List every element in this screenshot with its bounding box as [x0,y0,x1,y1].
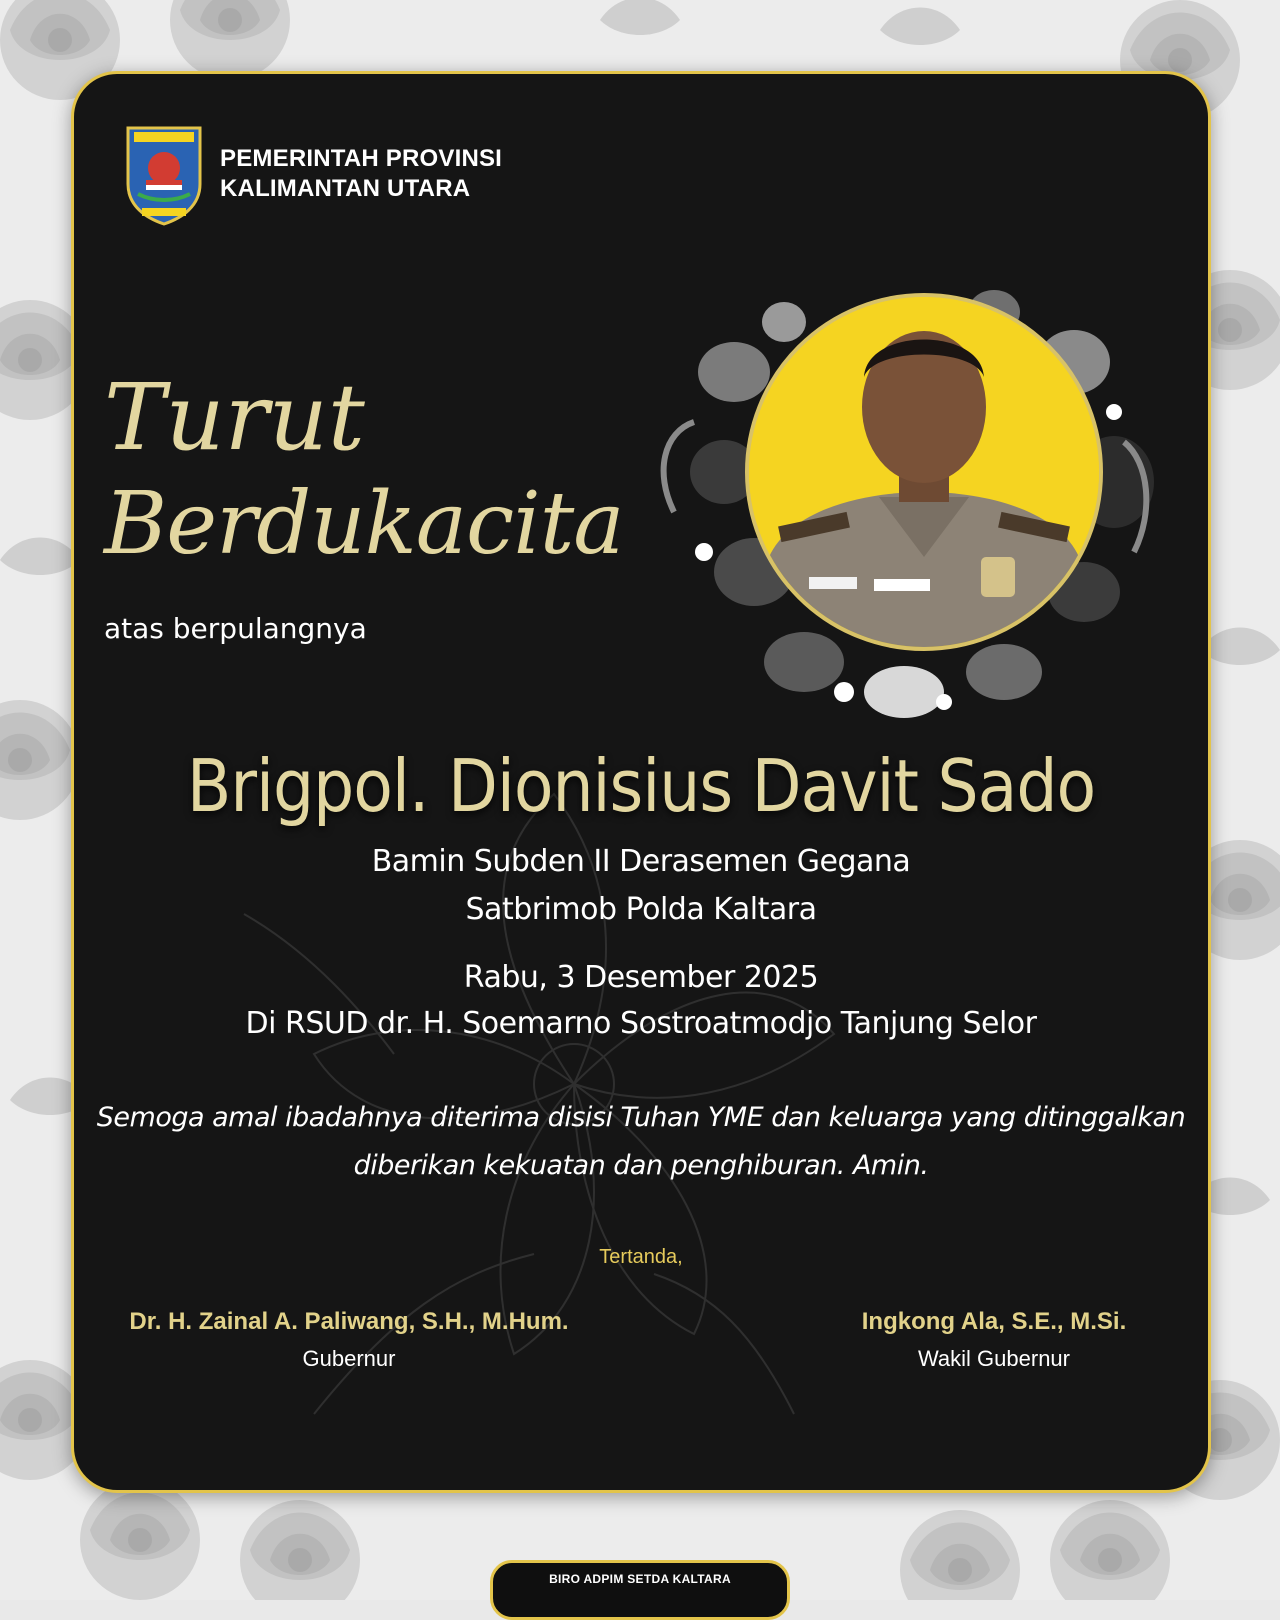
signature-label: Tertanda, [599,1246,683,1268]
deceased-portrait [745,293,1103,651]
condolence-card [71,71,1211,1493]
vice-governor-name: Ingkong Ala, S.E., M.Si. [861,1308,1127,1335]
organization-line1: PEMERINTAH PROVINSI [220,145,503,172]
title-turut: Turut [104,364,365,471]
footer-label: BIRO ADPIM SETDA KALTARA [549,1572,731,1586]
vice-governor-role: Wakil Gubernur [917,1346,1070,1371]
signatory-vice-governor [824,1308,1164,1372]
date-of-passing: Rabu, 3 Desember 2025 [463,960,819,995]
organization-line2: KALIMANTAN UTARA [220,175,471,202]
position-line2: Satbrimob Polda Kaltara [465,892,817,927]
deceased-name: Brigpol. Dionisius Davit Sado [186,744,1096,828]
provincial-emblem-icon [124,122,204,226]
organization-name [220,144,502,204]
governor-name: Dr. H. Zainal A. Paliwang, S.H., M.Hum. [129,1308,569,1335]
header [124,122,502,226]
governor-role: Gubernur [302,1346,396,1371]
footer-tab [490,1560,790,1620]
signatory-governor [114,1308,584,1372]
prayer-line1: Semoga amal ibadahnya diterima disisi Tuhan YME dan keluarga yang ditinggalkan [96,1102,1186,1133]
prayer-text [74,1094,1208,1190]
prayer-line2: diberikan kekuatan dan penghiburan. Amin. [353,1150,929,1181]
place-of-passing: Di RSUD dr. H. Soemarno Sostroatmodjo Tanjung Selor [245,1006,1037,1041]
title-berdukacita: Berdukacita [104,474,624,574]
position-line1: Bamin Subden II Derasemen Gegana [371,844,911,879]
subtitle-atas-berpulangnya: atas berpulangnya [104,612,367,645]
